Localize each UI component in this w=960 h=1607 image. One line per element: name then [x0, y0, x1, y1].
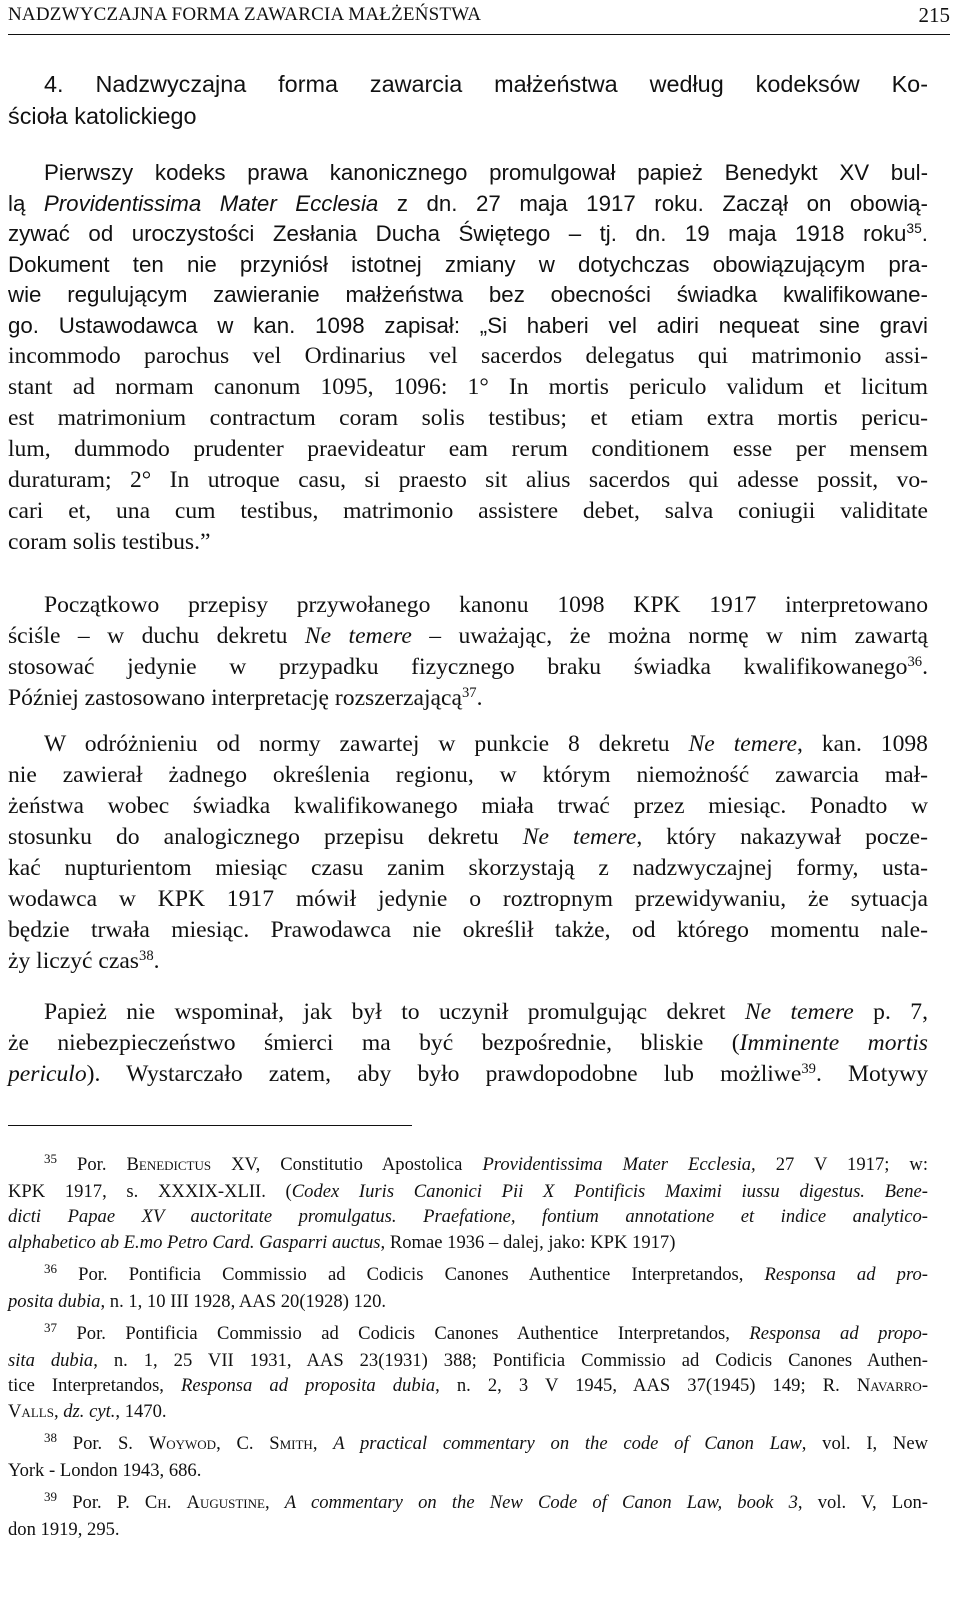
text-line: Dokument ten nie przyniósł istotnej zmiany w dotychczas obowiązującym pra- — [8, 251, 928, 277]
text-line: ży liczyć czas$^{38}$. — [8, 947, 160, 974]
text-line: że niebezpieczeństwo śmierci ma być bezpośrednie, bliskie (Imminente mortis — [8, 1030, 928, 1056]
text-line: alphabetico ab E.mo Petro Card. Gasparri auctus, Romae 1936 – dalej, jako: KPK 1917) — [8, 1231, 676, 1253]
footnote-39 — [8, 1490, 928, 1542]
text-line: kać nupturientom miesiąc czasu zanim skorzystają z nadzwyczajnej formy, usta- — [8, 855, 928, 881]
text-line: $^{37}$ Por. Pontificia Commissio ad Codicis Canones Authentice Interpretandos, Responsa ad propo- — [44, 1320, 928, 1344]
text-line: $^{38}$ Por. S. Woywod, C. Smith, A practical commentary on the code of Canon Law, vol. I, New — [44, 1430, 929, 1454]
text-line: wodawca w KPK 1917 mówił jedynie o roztropnym przewidywaniu, że sytuacja — [8, 886, 928, 912]
text-line: zywać od uroczystości Zesłania Ducha Świętego – tj. dn. 19 maja 1918 roku$^{35}$. — [8, 220, 928, 246]
text-line: dicti Papae XV auctoritate promulgatus. Praefatione, fontium annotatione et indice analytico- — [8, 1206, 928, 1227]
text-line: Pierwszy kodeks prawa kanonicznego promulgował papież Benedykt XV bul- — [44, 160, 928, 185]
text-line: będzie trwała miesiąc. Prawodawca nie określił także, od którego momentu nale- — [8, 917, 928, 943]
footnote-ref-38: 38 — [139, 947, 154, 964]
heading-line: 4. Nadzwyczajna forma zawarcia małżeństwa według kodeksów Ko- — [44, 71, 928, 97]
text-line: don 1919, 295. — [8, 1518, 120, 1540]
footnote-divider — [8, 1125, 412, 1126]
text-line: stant ad normam canonum 1095, 1096: 1° In mortis periculo validum et licitum — [8, 374, 928, 400]
text-line: lą Providentissima Mater Ecclesia z dn. 27 maja 1917 roku. Zaczął on obowią- — [8, 190, 928, 216]
text-line: cari et, una cum testibus, matrimonio assistere debet, salva coniugii validitate — [8, 498, 928, 524]
text-line: $^{35}$ Por. Benedictus XV, Constitutio Apostolica Providentissima Mater Ecclesia, 27 V 1917; w: — [44, 1151, 929, 1175]
text-line: duraturam; 2° In utroque casu, si praesto sit alius sacerdos qui adesse possit, vo- — [8, 467, 928, 493]
text-line: stosunku do analogicznego przepisu dekretu Ne temere, który nakazywał pocze- — [8, 824, 928, 850]
text-line: W odróżnieniu od normy zawartej w punkcie 8 dekretu Ne temere, kan. 1098 — [44, 731, 928, 757]
text-line: Papież nie wspominał, jak był to uczynił promulgując dekret Ne temere p. 7, — [44, 999, 928, 1025]
page-header — [8, 0, 950, 35]
footnote-ref-35: 35 — [906, 220, 922, 237]
text-line: żeństwa wobec świadka kwalifikowanego miała trwać przez miesiąc. Ponadto w — [8, 793, 928, 819]
text-line: periculo). Wystarczało zatem, aby było prawdopodobne lub możliwe$^{39}$. Motywy — [8, 1060, 928, 1087]
paragraph-2 — [8, 590, 928, 714]
footnote-35 — [8, 1152, 928, 1255]
footnote-ref-37: 37 — [461, 684, 477, 701]
text-line: $^{36}$ Por. Pontificia Commissio ad Codicis Canones Authentice Interpretandos, Responsa ad pro- — [44, 1261, 928, 1285]
footnote-38 — [8, 1431, 928, 1483]
text-line: nie zawierał żadnego określenia regionu, w którym niemożność zawarcia mał- — [8, 762, 928, 788]
text-line: lum, dummodo prudenter praevideatur eam rerum conditionem esse per mensem — [8, 436, 928, 462]
italic-title: Providentissima Mater Ecclesia — [43, 190, 379, 216]
text-line: $^{39}$ Por. P. Ch. Augustine, A commentary on the New Code of Canon Law, book 3, vol. V, Lon- — [44, 1489, 928, 1513]
text-line: Valls, dz. cyt., 1470. — [8, 1400, 167, 1422]
paragraph-3 — [8, 729, 928, 977]
text-line: ściśle – w duchu dekretu Ne temere – uważając, że można normę w nim zawartą — [8, 623, 928, 649]
text-line: incommodo parochus vel Ordinarius vel sacerdos delegatus qui matrimonio assi- — [8, 343, 928, 369]
page-number: 215 — [918, 3, 950, 27]
section-heading — [8, 68, 928, 132]
text-line: York - London 1943, 686. — [8, 1459, 202, 1481]
footnotes — [8, 1152, 928, 1549]
footnote-ref-36: 36 — [907, 653, 923, 670]
footnote-36 — [8, 1262, 928, 1314]
text-line: stosować jedynie w przypadku fizycznego braku świadka kwalifikowanego$^{36}$. — [8, 653, 928, 680]
text-line: sita dubia, n. 1, 25 VII 1931, AAS 23(1931) 388; Pontificia Commissio ad Codicis Canones Authen- — [8, 1349, 928, 1371]
paragraph-4 — [8, 997, 928, 1090]
paragraph-1-quote — [8, 341, 928, 558]
text-line: go. Ustawodawca w kan. 1098 zapisał: „Si haberi vel adiri nequeat sine gravi — [8, 312, 928, 338]
footnote-ref-39: 39 — [801, 1060, 816, 1077]
footnote-37 — [8, 1321, 928, 1424]
text-line: wie regulującym zawieranie małżeństwa bez obecności świadka kwalifikowane- — [8, 282, 928, 307]
running-title: NADZWYCZAJNA FORMA ZAWARCIA MAŁŻEŃSTWA — [8, 4, 482, 25]
text-line: KPK 1917, s. XXXIX-XLII. (Codex Iuris Canonici Pii X Pontificis Maximi iussu digestus. Bene- — [8, 1180, 928, 1202]
paragraph-1 — [8, 158, 928, 341]
text-line: posita dubia, n. 1, 10 III 1928, AAS 20(1928) 120. — [8, 1290, 387, 1312]
text-line: Początkowo przepisy przywołanego kanonu 1098 KPK 1917 interpretowano — [44, 592, 928, 618]
heading-line: ścioła katolickiego — [8, 103, 197, 129]
text-line: Później zastosowano interpretację rozszerzającą$^{37}$. — [8, 684, 483, 711]
text-line: tice Interpretandos, Responsa ad proposita dubia, n. 2, 3 V 1945, AAS 37(1945) 149; R. Navarro- — [8, 1375, 929, 1396]
text-line: coram solis testibus.” — [8, 529, 211, 555]
text-line: est matrimonium contractum coram solis testibus; et etiam extra mortis pericu- — [8, 405, 928, 431]
